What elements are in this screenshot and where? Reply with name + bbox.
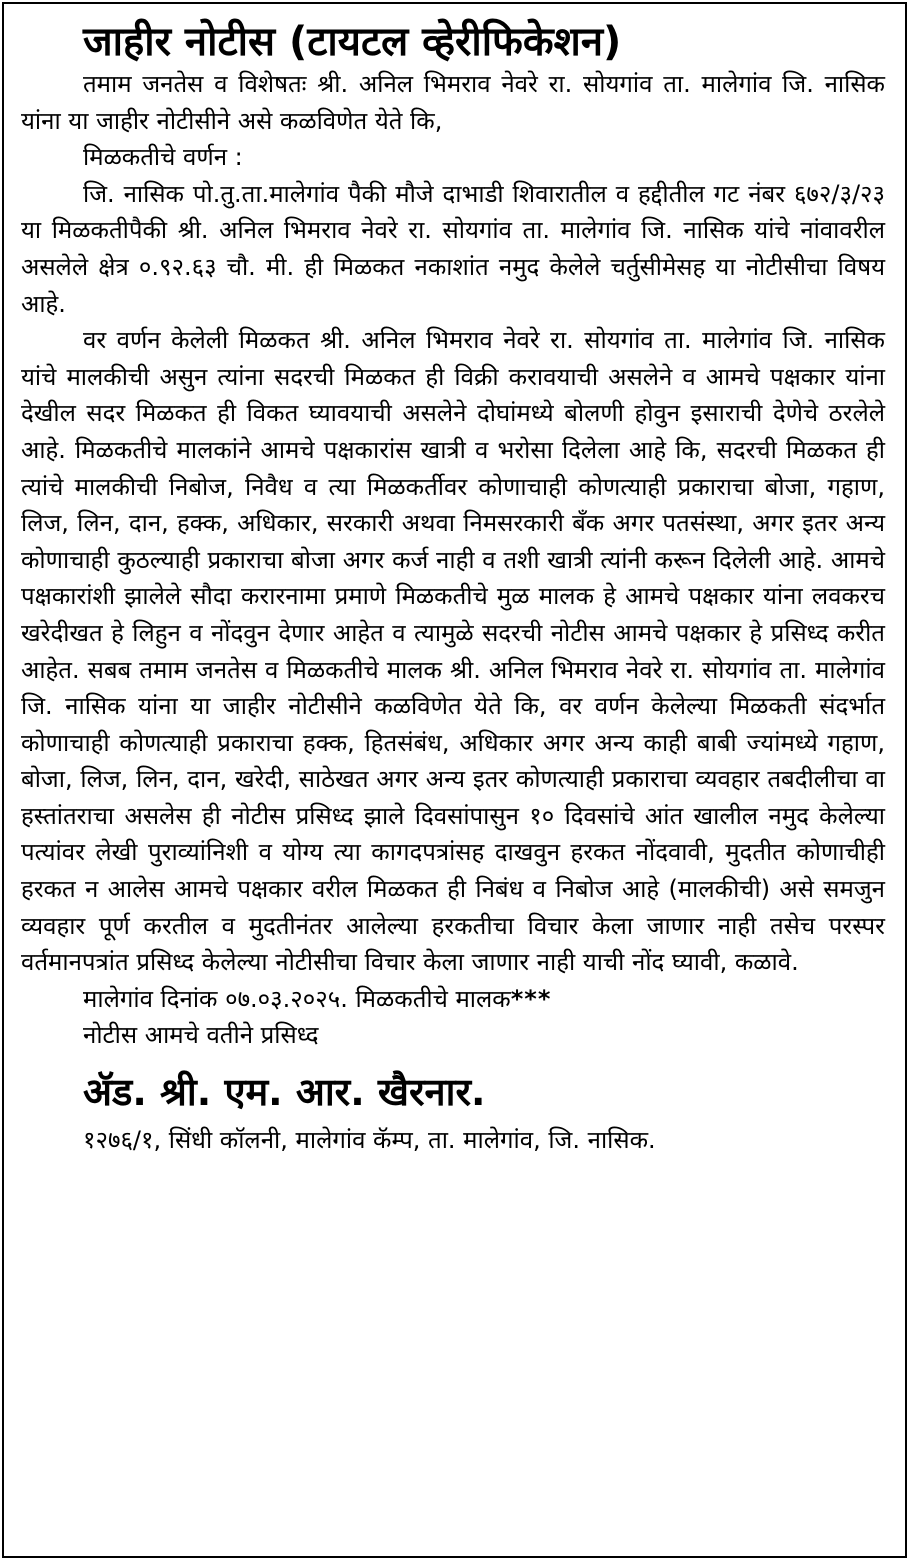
published-by: नोटीस आमचे वतीने प्रसिध्द: [83, 1021, 319, 1050]
advocate-address: १२७६/१, सिंधी कॉलनी, मालेगांव कॅम्प, ता. मालेगांव, जि. नासिक.: [83, 1126, 656, 1155]
date-line: मालेगांव दिनांक ०७.०३.२०२५. मिळकतीचे मालक: [83, 984, 511, 1013]
public-notice: [2, 2, 907, 1558]
notice-body: वर वर्णन केलेली मिळकत श्री. अनिल भिमराव नेवरे रा. सोयगांव ता. मालेगांव जि. नासिक यांचे मालकीची असुन त्यांना सदरची मिळकत ही विक्री करावयाची असलेने व आमचे पक्षकार यांना देखील सदर मिळकत ही विकत घ्यावयाची असलेने दोघांमध्ये बोलणी होवुन इसाराची देणेचे ठरलेले आहे. मिळकतीचे मालकांने आमचे पक्षकारांस खात्री व भरोसा दिलेला आहे कि, सदरची मिळकत ही त्यांचे मालकीची निबाेज, निवैध व त्या मिळकर्तीवर कोणाचाही कोणत्याही प्रकाराचा बोजा, गहाण, लिज, लिन, दान, हक्क, अधिकार, सरकारी अथवा निमसरकारी बँक अगर पतसंस्था, अगर इतर अन्य कोणाचाही कुठल्याही प्रकाराचा बोजा अगर कर्ज नाही व तशी खात्री त्यांनी करून दिलेली आहे. आमचे पक्षकारांशी झालेले सौदा करारनामा प्रमाणे मिळकतीचे मुळ मालक हे आमचे पक्षकार यांना लवकरच खरेदीखत हे लिहुन व नोंदवुन देणार आहेत व त्यामुळे सदरची नोटीस आमचे पक्षकार हे प्रसिध्द करीत आहेत. सबब तमाम जनतेस व मिळकतीचे मालक श्री. अनिल भिमराव नेवरे रा. सोयगांव ता. मालेगांव जि. नासिक यांना या जाहीर नोटीसीने कळविणेत येते कि, वर वर्णन केलेल्या मिळकती संदर्भात कोणाचाही कोणत्याही प्रकाराचा हक्क, हितसंबंध, अधिकार अगर अन्य काही बाबी ज्यांमध्ये गहाण, बोजा, लिज, लिन, दान, खरेदी, साठेखत अगर अन्य इतर कोणत्याही प्रकाराचा व्यवहार तबदीलीचा वा हस्तांतराचा असलेस ही नोटीस प्रसिध्द झाले दिवसांपासुन १० दिवसांचे आंत खालील नमुद केलेल्या पत्यांवर लेखी पुराव्यांनिशी व योग्य त्या कागदपत्रांसह दाखवुन हरकत नोंदवावी, मुदतीत कोणाचीही हरकत न आलेस आमचे पक्षकार वरील मिळकत ही निबंध व निबाेज आहे (मालकीची) असे समजुन व्यवहार पूर्ण करतील व मुदतीनंतर आलेल्या हरकतीचा विचार केला जाणार नाही तसेच परस्पर वर्तमानपत्रांत प्रसिध्द केलेल्या नोटीसीचा विचार केला जाणार नाही याची नोंद घ्यावी, कळावे.: [21, 326, 885, 977]
property-description: जि. नासिक पो.तु.ता.मालेगांव पैकी मौजे दाभाडी शिवारातील व हद्दीतील गट नंबर ६७२/३/२३ या मिळकतीपैकी श्री. अनिल भिमराव नेवरे रा. सोयगांव ता. मालेगांव जि. नासिक यांचे नांवावरील असलेले क्षेत्र ०.९२.६३ चौ. मी. ही मिळकत नकाशांत नमुद केलेले चर्तुसीमेसह या नोटीसीचा विषय आहे.: [21, 179, 885, 318]
stars-mark: ***: [510, 984, 552, 1013]
date-line-row: [21, 981, 885, 1018]
notice-intro: तमाम जनतेस व विशेषतः श्री. अनिल भिमराव नेवरे रा. सोयगांव ता. मालेगांव जि. नासिक यांना या जाहीर नोटीसीने असे कळविणेत येते कि,: [21, 70, 885, 135]
property-heading: मिळकतीचे वर्णन :: [83, 143, 243, 172]
advocate-name: ॲड. श्री. एम. आर. खैरनार.: [83, 1070, 486, 1115]
notice-title: जाहीर नोटीस (टायटल व्हेरीफिकेशन): [83, 19, 622, 65]
